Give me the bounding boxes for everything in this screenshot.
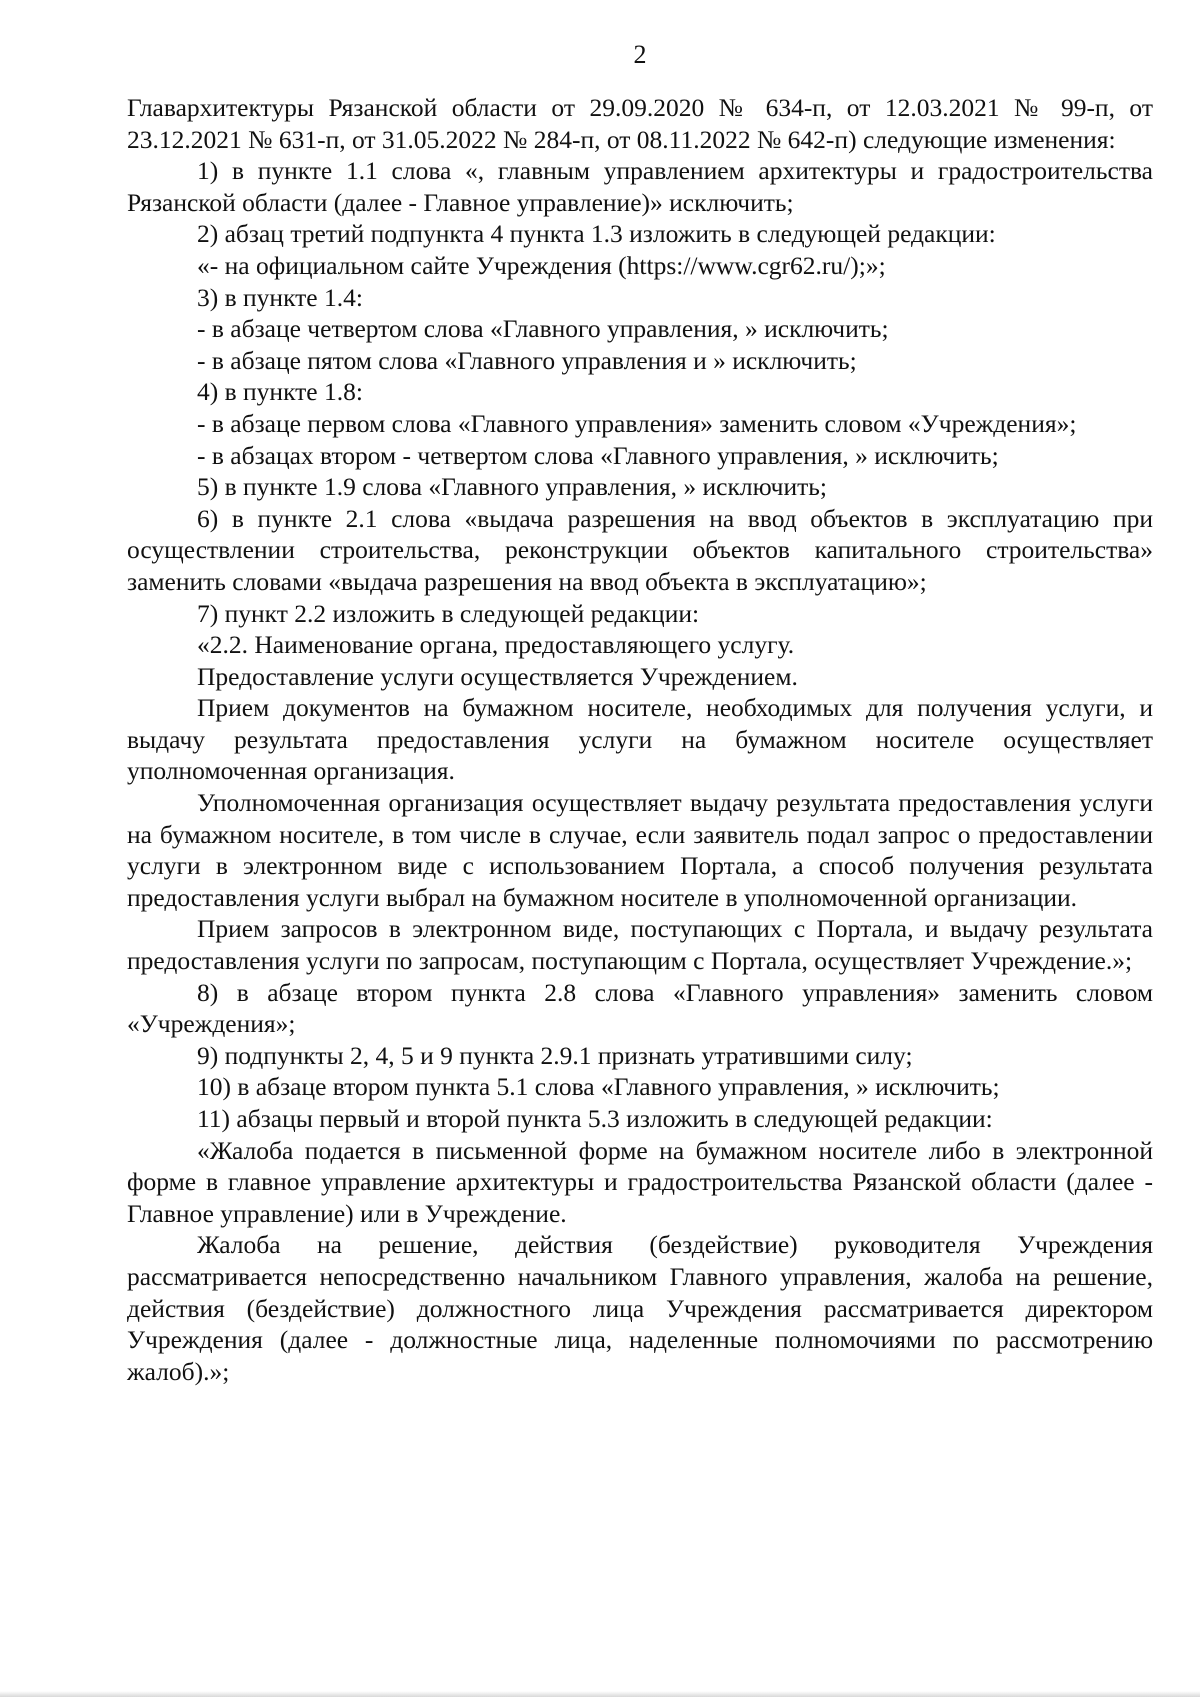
paragraph: Главархитектуры Рязанской области от 29.09.2020 № 634-п, от 12.03.2021 № 99-п, от 23.12.2021 № 631-п, от 31.05.2022 № 284-п, от 08.11.2022 № 642-п) следующие изменения: — [127, 93, 1153, 154]
paragraph: Жалоба на решение, действия (бездействие) руководителя Учреждения рассматривается непосредственно начальником Главного управления, жалоба на решение, действия (бездействие) должностного лица Учреждения рассматривается директором Учреждения (далее - должностные лица, наделенные полномочиями по рассмотрению жалоб).»; — [127, 1230, 1153, 1386]
paragraph: Предоставление услуги осуществляется Учреждением. — [197, 661, 798, 691]
paragraph: 8) в абзаце втором пункта 2.8 слова «Главного управления» заменить словом «Учреждения»; — [127, 977, 1153, 1039]
page-number: 2 — [633, 40, 647, 69]
paragraph: «2.2. Наименование органа, предоставляющего услугу. — [197, 630, 795, 660]
paragraph: 1) в пункте 1.1 слова «, главным управлением архитектуры и градостроительства Рязанской области (далее - Главное управление)» исключить; — [127, 156, 1153, 217]
paragraph: 6) в пункте 2.1 слова «выдача разрешения на ввод объектов в эксплуатацию при осуществлении строительства, реконструкции объектов капитального строительства» заменить словами «выдача разрешения на ввод объекта в эксплуатацию»; — [127, 503, 1153, 596]
scan-edge-shadow — [0, 1691, 1200, 1697]
paragraph: - в абзаце первом слова «Главного управления» заменить словом «Учреждения»; — [197, 408, 1077, 438]
document-body — [127, 92, 1153, 1387]
paragraph: 3) в пункте 1.4: — [197, 282, 363, 312]
paragraph: 9) подпункты 2, 4, 5 и 9 пункта 2.9.1 признать утратившими силу; — [197, 1040, 913, 1070]
paragraph: 10) в абзаце втором пункта 5.1 слова «Главного управления, » исключить; — [197, 1072, 1000, 1102]
paragraph: Уполномоченная организация осуществляет выдачу результата предоставления услуги на бумажном носителе, в том числе в случае, если заявитель подал запрос о предоставлении услуги в электронном виде с использованием Портала, а способ получения результата предоставления услуги выбрал на бумажном носителе в уполномоченной организации. — [127, 788, 1153, 912]
paragraph: Прием документов на бумажном носителе, необходимых для получения услуги, и выдачу результата предоставления услуги на бумажном носителе осуществляет уполномоченная организация. — [127, 693, 1153, 786]
paragraph: 2) абзац третий подпункта 4 пункта 1.3 изложить в следующей редакции: — [197, 219, 996, 249]
paragraph: 4) в пункте 1.8: — [197, 377, 363, 407]
paragraph: - в абзаце пятом слова «Главного управления и » исключить; — [197, 345, 857, 375]
paragraph: Прием запросов в электронном виде, поступающих с Портала, и выдачу результата предоставления услуги по запросам, поступающим с Портала, осуществляет Учреждение.»; — [127, 914, 1153, 976]
paragraph: 7) пункт 2.2 изложить в следующей редакции: — [197, 598, 700, 628]
paragraph: 5) в пункте 1.9 слова «Главного управления, » исключить; — [197, 472, 828, 502]
paragraph: «- на официальном сайте Учреждения (https://www.cgr62.ru/);»; — [197, 250, 886, 280]
paragraph: «Жалоба подается в письменной форме на бумажном носителе либо в электронной форме в главное управление архитектуры и градостроительства Рязанской области (далее - Главное управление) или в Учреждение. — [127, 1135, 1153, 1228]
paragraph: 11) абзацы первый и второй пункта 5.3 изложить в следующей редакции: — [197, 1104, 993, 1133]
paragraph: - в абзаце четвертом слова «Главного управления, » исключить; — [197, 314, 889, 344]
paragraph: - в абзацах втором - четвертом слова «Главного управления, » исключить; — [197, 440, 999, 470]
